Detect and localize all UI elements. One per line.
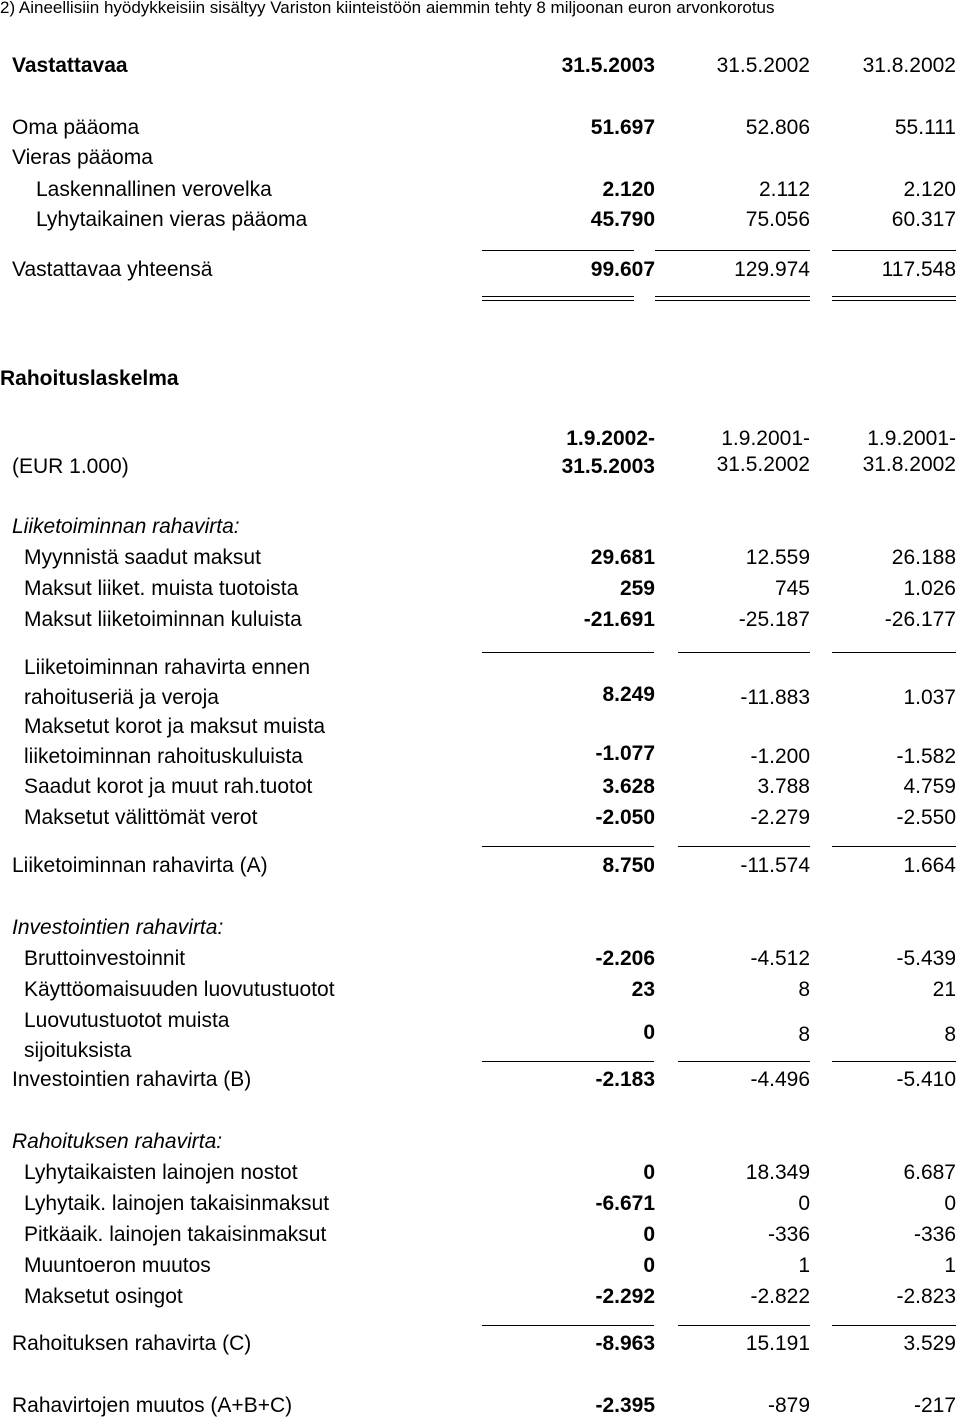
subtotal-rule	[678, 846, 810, 847]
financing-total-v2: 15.191	[745, 1332, 810, 1355]
balance-row-label: Lyhytaikainen vieras pääoma	[36, 208, 308, 231]
interest-v1: -1.077	[595, 742, 655, 765]
operating-row-label: Myynnistä saadut maksut	[24, 546, 261, 569]
other-proceeds-v2: 8	[798, 1023, 810, 1046]
financing-heading: Rahoituksen rahavirta:	[12, 1130, 223, 1153]
investing-row-v3: 21	[932, 978, 956, 1001]
cashflow-change-v2: -879	[767, 1394, 810, 1417]
other-proceeds-label-b: sijoituksista	[24, 1039, 132, 1062]
double-rule	[655, 296, 810, 301]
operating-row-v3: -2.550	[896, 806, 956, 829]
other-proceeds-label-a: Luovutustuotot muista	[24, 1009, 230, 1032]
interest-label-b: liiketoiminnan rahoituskuluista	[24, 745, 303, 768]
subtotal-rule	[482, 846, 654, 847]
financing-row-label: Lyhytaik. lainojen takaisinmaksut	[24, 1192, 330, 1215]
balance-total-label: Vastattavaa yhteensä	[12, 258, 213, 281]
balance-col2-header: 31.5.2002	[716, 54, 810, 77]
interest-v3: -1.582	[896, 745, 956, 768]
investing-row-v2: 8	[798, 978, 810, 1001]
investing-heading: Investointien rahavirta:	[12, 916, 224, 939]
financing-row-label: Lyhytaikaisten lainojen nostot	[24, 1161, 298, 1184]
financing-row-v3: 1	[944, 1254, 956, 1277]
double-rule	[832, 296, 956, 301]
operating-row-label: Saadut korot ja muut rah.tuotot	[24, 775, 313, 798]
balance-total-v3: 117.548	[881, 258, 956, 281]
financing-row-v2: -2.822	[750, 1285, 810, 1308]
financing-row-v1: -2.292	[595, 1285, 655, 1308]
cashflow-col1-header-a: 1.9.2002-	[566, 427, 655, 450]
balance-row-v3: 55.111	[894, 116, 956, 139]
investing-row-v3: -5.439	[896, 947, 956, 970]
cashflow-change-v1: -2.395	[595, 1394, 655, 1417]
financing-row-label: Maksetut osingot	[24, 1285, 183, 1308]
financing-row-v3: 0	[944, 1192, 956, 1215]
financing-row-v1: 0	[643, 1223, 655, 1246]
cashflow-change-v3: -217	[913, 1394, 956, 1417]
operating-row-v3: 4.759	[903, 775, 956, 798]
operating-total-v1: 8.750	[602, 854, 655, 877]
financing-total-label: Rahoituksen rahavirta (C)	[12, 1332, 252, 1355]
investing-total-label: Investointien rahavirta (B)	[12, 1068, 252, 1091]
subtotal-rule	[678, 652, 810, 653]
operating-row-label: Maksetut välittömät verot	[24, 806, 258, 829]
subtotal-rule	[832, 652, 956, 653]
investing-total-v3: -5.410	[896, 1068, 956, 1091]
balance-row-v1: 2.120	[602, 178, 655, 201]
investing-row-label: Bruttoinvestoinnit	[24, 947, 186, 970]
subtotal-rule	[678, 1325, 810, 1326]
operating-total-v3: 1.664	[903, 854, 956, 877]
balance-total-v2: 129.974	[734, 258, 810, 281]
operating-row-v3: -26.177	[884, 608, 956, 631]
interest-label-a: Maksetut korot ja maksut muista	[24, 715, 326, 738]
cashflow-col3-header-a: 1.9.2001-	[867, 427, 956, 450]
financing-row-label: Pitkäaik. lainojen takaisinmaksut	[24, 1223, 327, 1246]
operating-row-v2: 3.788	[757, 775, 810, 798]
operating-row-v1: -2.050	[595, 806, 655, 829]
operating-row-v3: 26.188	[891, 546, 956, 569]
financing-row-label: Muuntoeron muutos	[24, 1254, 211, 1277]
investing-total-v2: -4.496	[750, 1068, 810, 1091]
before-fin-v3: 1.037	[903, 686, 956, 709]
balance-row-v2: 2.112	[759, 178, 810, 201]
balance-col3-header: 31.8.2002	[862, 54, 956, 77]
financing-row-v1: 0	[643, 1254, 655, 1277]
financing-row-v2: 0	[798, 1192, 810, 1215]
subtotal-rule	[655, 250, 810, 251]
subtotal-rule	[482, 250, 634, 251]
financing-row-v3: -2.823	[896, 1285, 956, 1308]
subtotal-rule	[482, 1061, 654, 1062]
balance-row-v1: 45.790	[590, 208, 655, 231]
operating-row-v2: 12.559	[745, 546, 810, 569]
cashflow-col2-header-b: 31.5.2002	[716, 453, 810, 476]
subtotal-rule	[832, 250, 956, 251]
balance-row-v2: 75.056	[745, 208, 810, 231]
investing-row-v2: -4.512	[750, 947, 810, 970]
subtotal-rule	[832, 846, 956, 847]
balance-col1-header: 31.5.2003	[561, 54, 655, 77]
balance-row-v2: 52.806	[745, 116, 810, 139]
operating-row-v2: 745	[774, 577, 810, 600]
subtotal-rule	[832, 1325, 956, 1326]
financing-row-v1: 0	[643, 1161, 655, 1184]
balance-row-v3: 2.120	[903, 178, 956, 201]
operating-row-label: Maksut liiket. muista tuotoista	[24, 577, 299, 600]
operating-row-v2: -25.187	[738, 608, 810, 631]
financing-row-v3: 6.687	[903, 1161, 956, 1184]
other-proceeds-v3: 8	[944, 1023, 956, 1046]
operating-row-v2: -2.279	[750, 806, 810, 829]
operating-row-v1: 259	[619, 577, 655, 600]
balance-row-label: Oma pääoma	[12, 116, 140, 139]
investing-row-v1: -2.206	[595, 947, 655, 970]
balance-total-v1: 99.607	[590, 258, 655, 281]
operating-row-v1: -21.691	[583, 608, 655, 631]
footnote: 2) Aineellisiin hyödykkeisiin sisältyy Variston kiinteistöön aiemmin tehty 8 miljoonan euron arvonkorotus	[0, 0, 775, 17]
financing-total-v1: -8.963	[595, 1332, 655, 1355]
balance-row-v1: 51.697	[590, 116, 655, 139]
other-proceeds-v1: 0	[643, 1021, 655, 1044]
before-fin-label-a: Liiketoiminnan rahavirta ennen	[24, 656, 311, 679]
before-fin-v1: 8.249	[602, 683, 655, 706]
before-fin-label-b: rahoituseriä ja veroja	[24, 686, 219, 709]
unit-label: (EUR 1.000)	[12, 455, 129, 478]
cashflow-col2-header-a: 1.9.2001-	[721, 427, 810, 450]
operating-row-label: Maksut liiketoiminnan kuluista	[24, 608, 302, 631]
financing-row-v2: 18.349	[745, 1161, 810, 1184]
subtotal-rule	[832, 1061, 956, 1062]
balance-row-label: Laskennallinen verovelka	[36, 178, 272, 201]
operating-row-v3: 1.026	[903, 577, 956, 600]
cashflow-col3-header-b: 31.8.2002	[862, 453, 956, 476]
cashflow-col1-header-b: 31.5.2003	[561, 455, 655, 478]
before-fin-v2: -11.883	[740, 686, 810, 709]
investing-row-label: Käyttöomaisuuden luovutustuotot	[24, 978, 335, 1001]
interest-v2: -1.200	[750, 745, 810, 768]
cashflow-change-label: Rahavirtojen muutos (A+B+C)	[12, 1394, 293, 1417]
investing-row-v1: 23	[631, 978, 655, 1001]
operating-total-v2: -11.574	[740, 854, 810, 877]
cashflow-title: Rahoituslaskelma	[0, 367, 179, 390]
operating-row-v1: 29.681	[590, 546, 655, 569]
subtotal-rule	[678, 1061, 810, 1062]
financing-row-v2: 1	[798, 1254, 810, 1277]
double-rule	[482, 296, 634, 301]
subtotal-rule	[482, 1325, 654, 1326]
operating-row-v1: 3.628	[602, 775, 655, 798]
operating-heading: Liiketoiminnan rahavirta:	[12, 515, 240, 538]
financing-row-v3: -336	[913, 1223, 956, 1246]
balance-row-label: Vieras pääoma	[12, 146, 153, 169]
subtotal-rule	[482, 652, 654, 653]
balance-row-v3: 60.317	[891, 208, 956, 231]
financing-row-v1: -6.671	[595, 1192, 655, 1215]
financing-row-v2: -336	[767, 1223, 810, 1246]
operating-total-label: Liiketoiminnan rahavirta (A)	[12, 854, 268, 877]
investing-total-v1: -2.183	[595, 1068, 655, 1091]
balance-title: Vastattavaa	[12, 54, 128, 77]
financing-total-v3: 3.529	[903, 1332, 956, 1355]
